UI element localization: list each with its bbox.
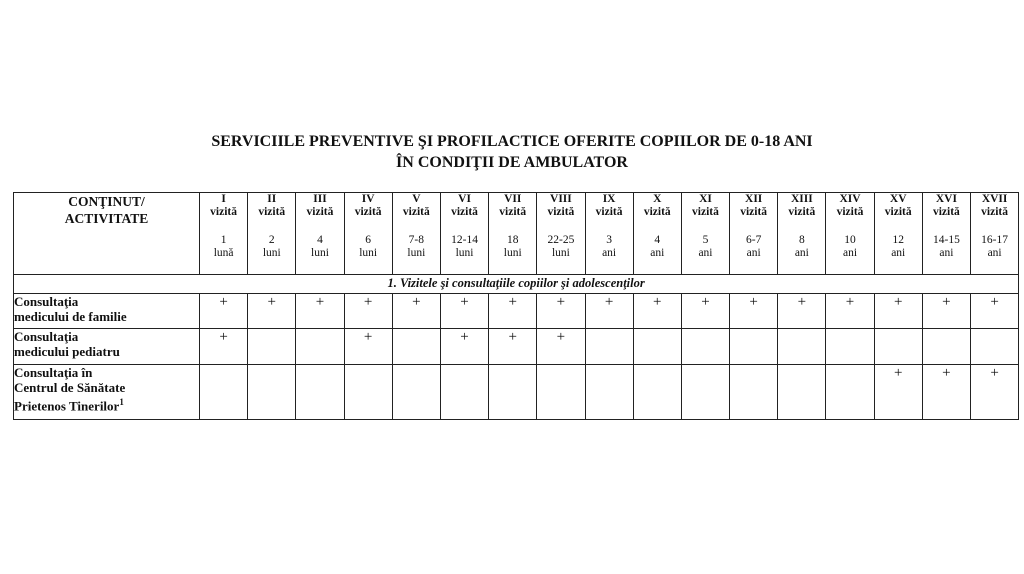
visit-age-unit: ani xyxy=(987,247,1002,259)
page-title xyxy=(0,131,1024,173)
visit-age-unit: luni xyxy=(262,247,281,259)
visit-age-unit: luni xyxy=(359,247,378,259)
spacer xyxy=(489,219,536,234)
visit-mark-cell: + xyxy=(874,365,922,420)
visit-age: 4 xyxy=(317,234,323,246)
visit-word: vizită xyxy=(451,206,478,218)
visit-age: 1 xyxy=(220,234,227,246)
visit-mark-cell xyxy=(296,329,344,365)
visit-number: IV xyxy=(361,193,375,205)
visit-age-unit: ani xyxy=(794,247,809,259)
activity-label-line: Consultaţia xyxy=(14,294,79,309)
visit-word: vizită xyxy=(258,206,286,218)
spacer xyxy=(537,219,584,234)
visit-age-unit: luni xyxy=(311,247,329,259)
visit-number: VII xyxy=(504,193,522,205)
visit-mark-cell xyxy=(778,329,826,365)
visit-header xyxy=(537,193,585,275)
spacer xyxy=(730,219,777,234)
visit-word: vizită xyxy=(788,206,816,218)
visit-number: VI xyxy=(458,193,471,205)
visit-mark-cell: + xyxy=(440,329,488,365)
activity-label-line-wrap xyxy=(14,395,199,413)
visit-mark-cell xyxy=(826,365,874,420)
table-row xyxy=(14,329,1019,365)
visit-header xyxy=(392,193,440,275)
visit-mark-cell xyxy=(296,365,344,420)
visit-age: 7-8 xyxy=(408,234,425,246)
visit-age: 22-25 xyxy=(547,234,575,246)
visit-word: vizită xyxy=(306,206,334,218)
visit-mark-cell: + xyxy=(200,329,248,365)
visit-header xyxy=(633,193,681,275)
spacer xyxy=(778,219,825,234)
visit-header xyxy=(296,193,344,275)
visit-mark-cell: + xyxy=(730,294,778,329)
visit-word: vizită xyxy=(499,206,527,218)
visit-mark-cell: + xyxy=(874,294,922,329)
visit-word: vizită xyxy=(692,206,719,218)
visit-age: 6 xyxy=(365,234,372,246)
visit-mark-cell: + xyxy=(778,294,826,329)
activity-label-line: medicului de familie xyxy=(14,309,127,324)
visit-header xyxy=(585,193,633,275)
visit-header xyxy=(971,193,1019,275)
visit-mark-cell: + xyxy=(489,294,537,329)
activity-header-line: CONŢINUT/ xyxy=(68,194,145,209)
visit-age: 12 xyxy=(892,234,904,246)
visit-mark-cell: + xyxy=(633,294,681,329)
visit-age-unit: ani xyxy=(746,247,761,259)
visit-mark-cell xyxy=(585,365,633,420)
visit-age: 10 xyxy=(844,234,856,246)
visit-age-unit: luni xyxy=(551,247,570,259)
visit-mark-cell xyxy=(681,365,729,420)
visit-mark-cell xyxy=(248,329,296,365)
section-title: 1. Vizitele şi consultaţiile copiilor şi adolescenţilor xyxy=(14,275,1019,294)
visit-word: vizită xyxy=(981,206,1008,218)
visit-number: XII xyxy=(745,193,763,205)
visit-age-unit: lună xyxy=(213,247,234,259)
activity-label-line: Prietenos Tinerilor xyxy=(14,398,120,414)
visit-mark-cell: + xyxy=(200,294,248,329)
spacer xyxy=(248,219,295,234)
visit-word: vizită xyxy=(210,206,237,218)
visit-age: 3 xyxy=(606,234,612,246)
visit-age-unit: luni xyxy=(455,247,474,259)
spacer xyxy=(296,219,343,234)
visit-mark-cell: + xyxy=(248,294,296,329)
visit-header xyxy=(200,193,248,275)
visit-age-unit: ani xyxy=(939,247,954,259)
spacer xyxy=(345,219,392,234)
visit-header xyxy=(730,193,778,275)
visit-mark-cell xyxy=(874,329,922,365)
visit-number: XIV xyxy=(839,193,861,205)
visit-word: vizită xyxy=(595,206,623,218)
table-row xyxy=(14,294,1019,329)
spacer xyxy=(923,219,970,234)
table-row xyxy=(14,365,1019,420)
visit-number: II xyxy=(267,193,277,205)
visit-number: III xyxy=(313,193,327,205)
spacer xyxy=(441,219,488,234)
visit-mark-cell: + xyxy=(681,294,729,329)
visit-mark-cell xyxy=(440,365,488,420)
visit-word: vizită xyxy=(402,206,430,218)
visit-age-unit: ani xyxy=(698,247,713,259)
visit-mark-cell xyxy=(681,329,729,365)
visit-mark-cell: + xyxy=(537,329,585,365)
visit-age-unit: ani xyxy=(602,247,617,259)
visit-mark-cell xyxy=(200,365,248,420)
visit-header xyxy=(344,193,392,275)
spacer xyxy=(682,219,729,234)
visit-mark-cell xyxy=(922,329,970,365)
visit-mark-cell: + xyxy=(922,294,970,329)
visit-mark-cell xyxy=(633,329,681,365)
visit-mark-cell xyxy=(971,329,1019,365)
visit-header xyxy=(874,193,922,275)
visit-header xyxy=(248,193,296,275)
visit-header xyxy=(778,193,826,275)
visit-mark-cell xyxy=(489,365,537,420)
visit-mark-cell: + xyxy=(392,294,440,329)
visit-age: 5 xyxy=(702,234,709,246)
visit-mark-cell xyxy=(826,329,874,365)
visit-age-unit: ani xyxy=(650,247,665,259)
visit-age-unit: luni xyxy=(407,247,426,259)
activity-label xyxy=(14,294,200,329)
visit-age-unit: luni xyxy=(503,247,522,259)
spacer xyxy=(826,219,873,234)
visit-mark-cell xyxy=(392,365,440,420)
visit-age: 4 xyxy=(654,234,661,246)
spacer xyxy=(875,219,922,234)
visit-header xyxy=(826,193,874,275)
visit-word: vizită xyxy=(836,206,864,218)
activity-label-line: Consultaţia în xyxy=(14,365,93,380)
visit-number: XVII xyxy=(981,193,1008,205)
visit-word: vizită xyxy=(643,206,671,218)
activity-label-line: medicului pediatru xyxy=(14,344,120,359)
visit-age-unit: ani xyxy=(891,247,906,259)
visit-mark-cell: + xyxy=(922,365,970,420)
spacer xyxy=(200,219,247,234)
visit-number: I xyxy=(221,193,226,205)
visit-mark-cell xyxy=(392,329,440,365)
visit-mark-cell xyxy=(730,365,778,420)
services-table xyxy=(13,192,1019,420)
table-header-row xyxy=(14,193,1019,275)
visit-number: XV xyxy=(889,193,907,205)
activity-header-line: ACTIVITATE xyxy=(64,211,149,226)
spacer xyxy=(586,219,633,234)
visit-number: IX xyxy=(602,193,616,205)
visit-age: 18 xyxy=(506,234,519,246)
visit-mark-cell xyxy=(778,365,826,420)
visit-number: X xyxy=(653,193,662,205)
visit-mark-cell xyxy=(248,365,296,420)
visit-header xyxy=(922,193,970,275)
visit-mark-cell: + xyxy=(971,294,1019,329)
spacer xyxy=(971,219,1018,234)
spacer xyxy=(393,219,440,234)
visit-mark-cell: + xyxy=(585,294,633,329)
visit-number: XIII xyxy=(790,193,813,205)
visit-age-unit: ani xyxy=(843,247,858,259)
visit-mark-cell: + xyxy=(489,329,537,365)
visit-mark-cell xyxy=(344,365,392,420)
activity-label-line: Consultaţia xyxy=(14,329,79,344)
visit-age: 14-15 xyxy=(932,234,960,246)
title-line-2: ÎN CONDIŢII DE AMBULATOR xyxy=(396,154,628,171)
visit-word: vizită xyxy=(354,206,382,218)
visit-mark-cell xyxy=(537,365,585,420)
visit-word: vizită xyxy=(884,206,912,218)
visit-mark-cell: + xyxy=(826,294,874,329)
footnote-marker: 1 xyxy=(119,397,124,407)
visit-number: V xyxy=(412,193,421,205)
visit-age: 16-17 xyxy=(981,234,1009,246)
visit-mark-cell: + xyxy=(440,294,488,329)
visit-age: 2 xyxy=(268,234,275,246)
activity-label xyxy=(14,365,200,420)
visit-age: 8 xyxy=(798,234,805,246)
visit-number: VIII xyxy=(550,193,572,205)
activity-header xyxy=(14,193,200,275)
visit-age: 12-14 xyxy=(451,234,478,246)
visit-word: vizită xyxy=(547,206,575,218)
visit-number: XVI xyxy=(935,193,957,205)
spacer xyxy=(634,219,681,234)
visit-header xyxy=(440,193,488,275)
visit-mark-cell: + xyxy=(537,294,585,329)
visit-header xyxy=(489,193,537,275)
visit-mark-cell: + xyxy=(344,294,392,329)
visit-mark-cell: + xyxy=(344,329,392,365)
activity-label xyxy=(14,329,200,365)
visit-number: XI xyxy=(699,193,712,205)
visit-word: vizită xyxy=(932,206,960,218)
visit-mark-cell: + xyxy=(296,294,344,329)
section-row xyxy=(14,275,1019,294)
visit-header xyxy=(681,193,729,275)
title-line-1: SERVICIILE PREVENTIVE ŞI PROFILACTICE OFERITE COPIILOR DE 0-18 ANI xyxy=(211,133,813,150)
visit-mark-cell xyxy=(633,365,681,420)
visit-mark-cell: + xyxy=(971,365,1019,420)
visit-word: vizită xyxy=(740,206,768,218)
visit-mark-cell xyxy=(585,329,633,365)
activity-label-line: Centrul de Sănătate xyxy=(14,380,126,395)
visit-mark-cell xyxy=(730,329,778,365)
visit-age: 6-7 xyxy=(745,234,762,246)
